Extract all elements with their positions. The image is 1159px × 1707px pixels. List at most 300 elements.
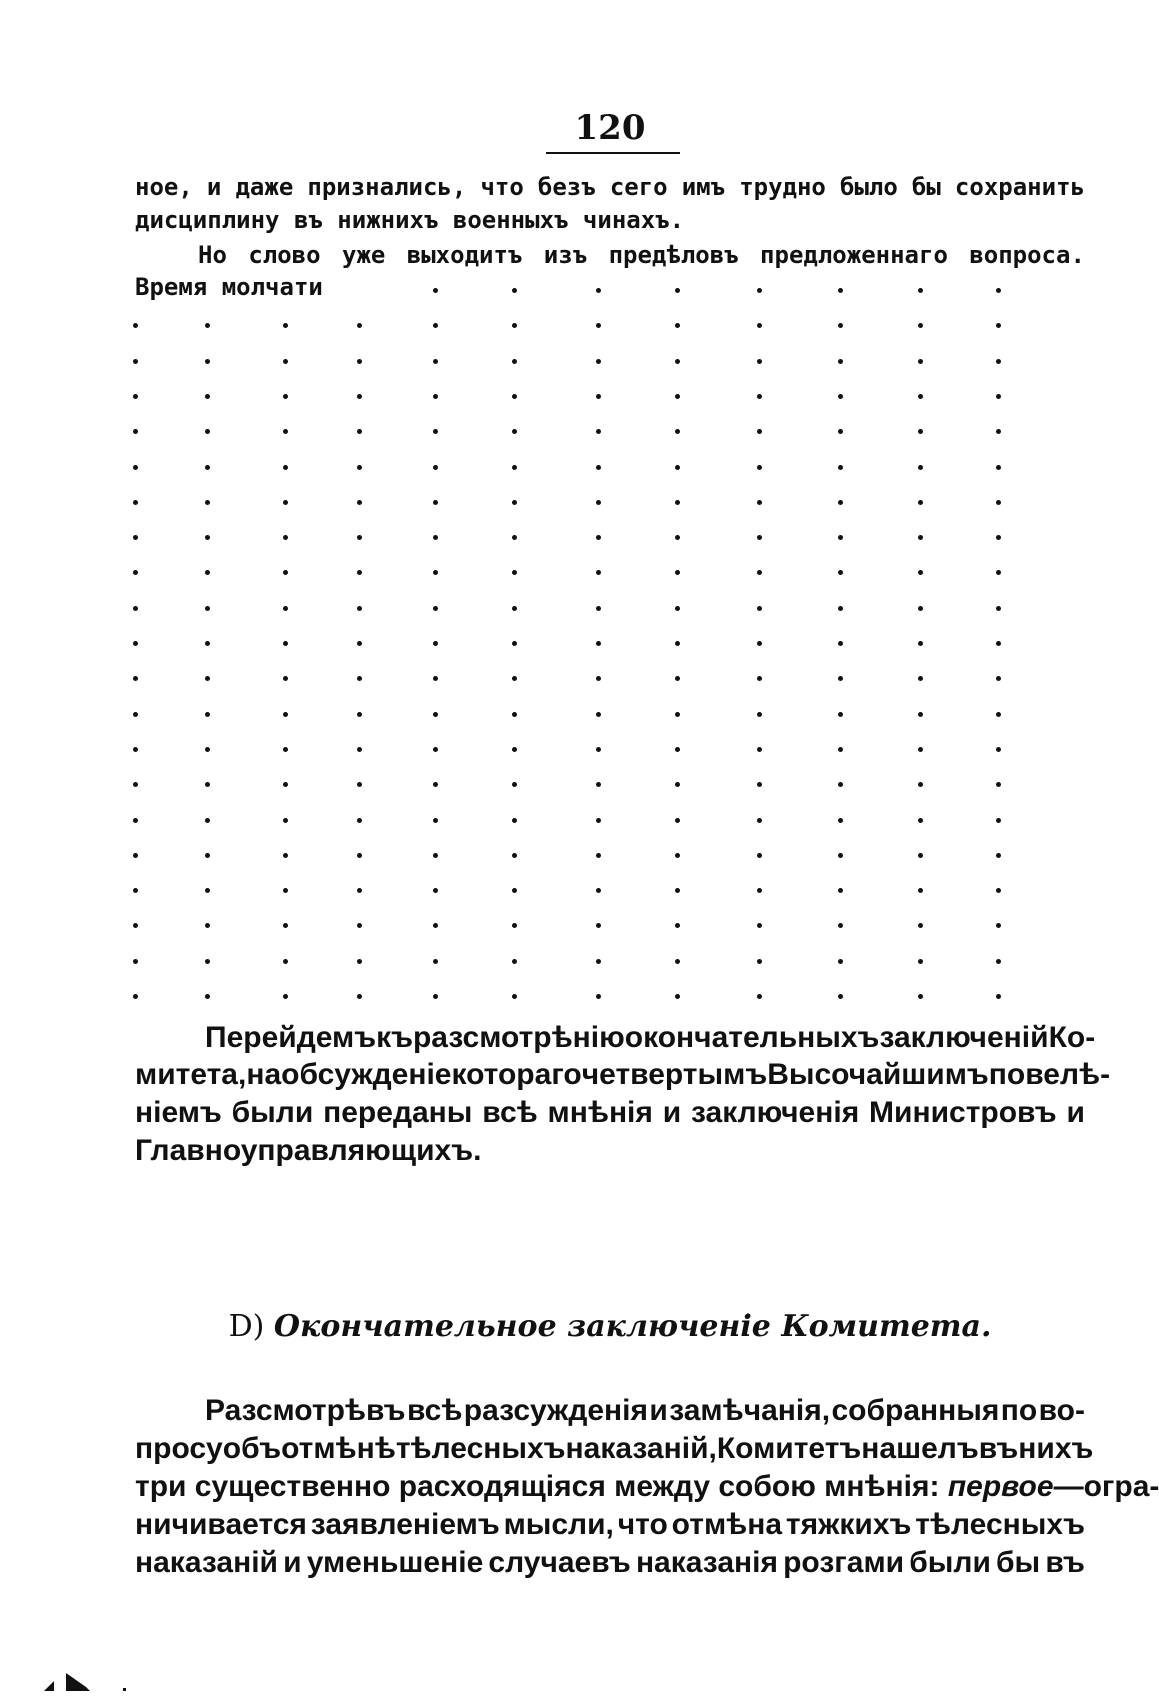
ellipsis-dot bbox=[757, 359, 762, 364]
word: даже bbox=[235, 173, 294, 201]
word: собранныя bbox=[831, 1394, 1000, 1427]
ellipsis-dot bbox=[918, 606, 923, 611]
ellipsis-dot bbox=[357, 994, 362, 999]
ellipsis-dot bbox=[838, 288, 843, 293]
ellipsis-dot bbox=[283, 959, 288, 964]
ellipsis-dot bbox=[675, 323, 680, 328]
ellipsis-dot bbox=[512, 923, 517, 928]
ellipsis-dot bbox=[357, 429, 362, 434]
ellipsis-dot bbox=[596, 923, 601, 928]
ellipsis-dot bbox=[512, 959, 517, 964]
ellipsis-dot bbox=[433, 500, 438, 505]
ellipsis-dot bbox=[596, 606, 601, 611]
ellipsis-dot bbox=[283, 535, 288, 540]
ellipsis-dot bbox=[133, 747, 138, 752]
ellipsis-dot bbox=[133, 606, 138, 611]
ellipsis-dot bbox=[757, 288, 762, 293]
ellipsis-dot bbox=[283, 994, 288, 999]
word: мысли, bbox=[503, 1508, 614, 1541]
ellipsis-dot bbox=[918, 818, 923, 823]
ellipsis-dot bbox=[433, 994, 438, 999]
word: и bbox=[662, 1096, 682, 1129]
ellipsis-dot bbox=[757, 323, 762, 328]
para3-line3 bbox=[135, 1095, 1085, 1131]
ellipsis-dot bbox=[596, 782, 601, 787]
word: признались, bbox=[307, 173, 467, 201]
ellipsis-dot bbox=[996, 676, 1001, 681]
ellipsis-dot bbox=[433, 570, 438, 575]
ellipsis-dot bbox=[357, 359, 362, 364]
ellipsis-dot bbox=[838, 923, 843, 928]
word: случаевъ bbox=[488, 1546, 631, 1579]
ellipsis-dot bbox=[918, 641, 923, 646]
para4-line3-start: три существенно расходящіяся между собою мнѣнія: bbox=[135, 1470, 948, 1503]
word: тяжкихъ bbox=[785, 1508, 912, 1541]
ellipsis-dot bbox=[357, 394, 362, 399]
ellipsis-dot bbox=[512, 853, 517, 858]
ellipsis-dot bbox=[757, 535, 762, 540]
ellipsis-dot bbox=[675, 606, 680, 611]
ellipsis-dot bbox=[838, 888, 843, 893]
ellipsis-dot bbox=[918, 288, 923, 293]
ellipsis-dot bbox=[205, 323, 210, 328]
ellipsis-dot bbox=[512, 359, 517, 364]
ellipsis-dot bbox=[433, 323, 438, 328]
para3-line4: Главноуправляющихъ. bbox=[135, 1134, 482, 1167]
ellipsis-dot bbox=[205, 923, 210, 928]
ellipsis-dot bbox=[433, 747, 438, 752]
ellipsis-dot bbox=[205, 394, 210, 399]
ellipsis-dot bbox=[133, 888, 138, 893]
ellipsis-dot bbox=[838, 747, 843, 752]
ellipsis-dot bbox=[357, 535, 362, 540]
ellipsis-dot bbox=[512, 465, 517, 470]
ellipsis-dot bbox=[283, 853, 288, 858]
ellipsis-dot bbox=[838, 359, 843, 364]
ellipsis-dot bbox=[133, 994, 138, 999]
ellipsis-dot bbox=[838, 959, 843, 964]
ellipsis-dot bbox=[596, 994, 601, 999]
ellipsis-dot bbox=[512, 394, 517, 399]
ellipsis-dot bbox=[433, 606, 438, 611]
ellipsis-dot bbox=[596, 394, 601, 399]
ellipsis-dot bbox=[918, 959, 923, 964]
para4-line3-italic: первое bbox=[947, 1470, 1054, 1503]
ellipsis-dot bbox=[918, 747, 923, 752]
para3-line1 bbox=[205, 1020, 1096, 1056]
ellipsis-dot bbox=[918, 923, 923, 928]
ellipsis-dot bbox=[133, 323, 138, 328]
ellipsis-dot bbox=[918, 429, 923, 434]
word: и bbox=[649, 1394, 668, 1427]
ellipsis-dot bbox=[838, 500, 843, 505]
ellipsis-dot bbox=[675, 888, 680, 893]
ellipsis-dot bbox=[205, 429, 210, 434]
ellipsis-dot bbox=[512, 429, 517, 434]
word: слово bbox=[248, 241, 321, 269]
ellipsis-dot bbox=[838, 429, 843, 434]
word: были bbox=[909, 1546, 991, 1579]
ellipsis-dot bbox=[205, 782, 210, 787]
ellipsis-dot bbox=[675, 994, 680, 999]
ellipsis-dot bbox=[757, 923, 762, 928]
ellipsis-dot bbox=[205, 712, 210, 717]
ellipsis-dot bbox=[283, 782, 288, 787]
ellipsis-dot bbox=[675, 818, 680, 823]
ellipsis-dot bbox=[675, 429, 680, 434]
ellipsis-dot bbox=[838, 535, 843, 540]
ellipsis-dot bbox=[596, 323, 601, 328]
ellipsis-dot bbox=[596, 747, 601, 752]
word: переданы bbox=[323, 1096, 473, 1129]
ellipsis-dot bbox=[757, 959, 762, 964]
ellipsis-dot bbox=[433, 394, 438, 399]
para2-line2: Время молчати bbox=[135, 273, 323, 301]
ellipsis-dot bbox=[757, 676, 762, 681]
ellipsis-dot bbox=[996, 359, 1001, 364]
para3-line2 bbox=[135, 1057, 1111, 1093]
ellipsis-dot bbox=[357, 923, 362, 928]
ellipsis-dot bbox=[512, 641, 517, 646]
ellipsis-dot bbox=[283, 888, 288, 893]
ellipsis-dot bbox=[918, 888, 923, 893]
ellipsis-dot bbox=[512, 782, 517, 787]
ellipsis-dot bbox=[283, 500, 288, 505]
ellipsis-dot bbox=[433, 359, 438, 364]
para4-line4 bbox=[135, 1507, 1085, 1543]
ellipsis-dot bbox=[675, 359, 680, 364]
ellipsis-dot bbox=[675, 712, 680, 717]
word: разсужденія bbox=[463, 1394, 649, 1427]
ellipsis-dot bbox=[757, 747, 762, 752]
ellipsis-dot bbox=[357, 818, 362, 823]
ellipsis-dot bbox=[996, 818, 1001, 823]
ellipsis-dot bbox=[918, 465, 923, 470]
ellipsis-dot bbox=[205, 570, 210, 575]
ellipsis-dot bbox=[357, 465, 362, 470]
ellipsis-dot bbox=[133, 500, 138, 505]
ellipsis-dot bbox=[512, 288, 517, 293]
ellipsis-dot bbox=[433, 465, 438, 470]
word: предѣловъ bbox=[608, 241, 739, 269]
ellipsis-dot bbox=[996, 747, 1001, 752]
ellipsis-dot bbox=[596, 641, 601, 646]
ellipsis-dot bbox=[512, 535, 517, 540]
section-title: Окончательное заключеніе Комитета. bbox=[273, 1309, 992, 1344]
ellipsis-dot bbox=[357, 323, 362, 328]
ellipsis-dot bbox=[205, 535, 210, 540]
ellipsis-dot bbox=[918, 535, 923, 540]
ellipsis-dot bbox=[357, 606, 362, 611]
ellipsis-dot bbox=[918, 712, 923, 717]
ellipsis-dot bbox=[596, 676, 601, 681]
word: изъ bbox=[543, 241, 588, 269]
ellipsis-dot bbox=[205, 959, 210, 964]
ellipsis-dot bbox=[838, 712, 843, 717]
para4-line5 bbox=[135, 1545, 1085, 1581]
ellipsis-dot bbox=[133, 641, 138, 646]
ellipsis-dot bbox=[838, 818, 843, 823]
ellipsis-dot bbox=[838, 676, 843, 681]
para4-line2 bbox=[135, 1431, 1094, 1467]
word: заявленіемъ bbox=[310, 1508, 500, 1541]
ellipsis-dot bbox=[283, 359, 288, 364]
ellipsis-dot bbox=[357, 747, 362, 752]
ellipsis-dot bbox=[838, 394, 843, 399]
ellipsis-dot bbox=[675, 570, 680, 575]
ellipsis-dot bbox=[283, 606, 288, 611]
ellipsis-dot bbox=[996, 465, 1001, 470]
word: предложеннаго bbox=[760, 241, 948, 269]
ellipsis-dot bbox=[283, 923, 288, 928]
ellipsis-dot bbox=[838, 641, 843, 646]
ellipsis-dot bbox=[433, 429, 438, 434]
ellipsis-dot bbox=[675, 782, 680, 787]
word: было bbox=[840, 173, 898, 201]
ellipsis-dot bbox=[133, 676, 138, 681]
ellipsis-dot bbox=[512, 676, 517, 681]
ellipsis-dot bbox=[996, 570, 1001, 575]
ellipsis-dot bbox=[133, 570, 138, 575]
word: уже bbox=[342, 241, 386, 269]
ellipsis-dot bbox=[133, 359, 138, 364]
word: отмѣна bbox=[671, 1508, 783, 1541]
ellipsis-dot bbox=[357, 570, 362, 575]
ellipsis-dot bbox=[357, 641, 362, 646]
ellipsis-dot bbox=[596, 288, 601, 293]
word: вопроса. bbox=[969, 241, 1085, 269]
ellipsis-dot bbox=[596, 818, 601, 823]
ellipsis-dot bbox=[675, 288, 680, 293]
ellipsis-dot bbox=[675, 923, 680, 928]
ellipsis-dot bbox=[596, 359, 601, 364]
word: выходитъ bbox=[406, 241, 523, 269]
word: всѣ bbox=[406, 1394, 463, 1427]
section-heading bbox=[135, 1308, 1085, 1346]
ellipsis-dot bbox=[205, 747, 210, 752]
ellipsis-dot bbox=[596, 535, 601, 540]
ellipsis-dot bbox=[596, 888, 601, 893]
ellipsis-dot bbox=[675, 500, 680, 505]
word: Комитетъ bbox=[716, 1432, 862, 1465]
ellipsis-dot bbox=[433, 959, 438, 964]
para4-line3-end: —огра- bbox=[1053, 1470, 1159, 1503]
ellipsis-dot bbox=[133, 535, 138, 540]
word: нашелъ bbox=[861, 1432, 979, 1465]
ellipsis-dot bbox=[996, 288, 1001, 293]
ellipsis-dot bbox=[838, 570, 843, 575]
ellipsis-dot bbox=[433, 535, 438, 540]
ellipsis-dot bbox=[996, 429, 1001, 434]
word: и bbox=[206, 173, 222, 201]
ellipsis-dot bbox=[283, 712, 288, 717]
ellipsis-dot bbox=[596, 712, 601, 717]
ellipsis-dot bbox=[433, 288, 438, 293]
ellipsis-dot bbox=[205, 888, 210, 893]
ellipsis-dot bbox=[838, 323, 843, 328]
ellipsis-dot bbox=[996, 394, 1001, 399]
ellipsis-dot bbox=[838, 606, 843, 611]
ellipsis-dot bbox=[512, 606, 517, 611]
ellipsis-dot bbox=[205, 676, 210, 681]
ellipsis-dot bbox=[512, 570, 517, 575]
ellipsis-dot bbox=[133, 853, 138, 858]
ellipsis-dot bbox=[433, 853, 438, 858]
ellipsis-dot bbox=[996, 712, 1001, 717]
ellipsis-dot bbox=[133, 959, 138, 964]
ellipsis-dot bbox=[357, 782, 362, 787]
word: заключенія bbox=[691, 1096, 860, 1129]
word: тѣлесныхъ bbox=[395, 1432, 566, 1465]
word: всѣ bbox=[482, 1096, 538, 1129]
word: бы bbox=[996, 1546, 1041, 1579]
word: на bbox=[246, 1058, 282, 1091]
ellipsis-dot bbox=[996, 923, 1001, 928]
ellipsis-dot bbox=[433, 888, 438, 893]
ellipsis-dot bbox=[205, 500, 210, 505]
ellipsis-dot bbox=[918, 782, 923, 787]
ellipsis-dot bbox=[996, 535, 1001, 540]
word: безъ bbox=[537, 173, 596, 201]
ellipsis-dot bbox=[596, 500, 601, 505]
ellipsis-dot bbox=[357, 888, 362, 893]
ellipsis-dot bbox=[596, 429, 601, 434]
ellipsis-dot bbox=[512, 323, 517, 328]
ellipsis-dot bbox=[675, 465, 680, 470]
ellipsis-dot bbox=[433, 676, 438, 681]
ellipsis-dot bbox=[283, 641, 288, 646]
word: по bbox=[1000, 1394, 1038, 1427]
ellipsis-dot bbox=[675, 747, 680, 752]
word: въ bbox=[1045, 1546, 1085, 1579]
word: ничивается bbox=[135, 1508, 307, 1541]
word: замѣчанія, bbox=[669, 1394, 831, 1427]
ellipsis-dot bbox=[675, 535, 680, 540]
ellipsis-dot bbox=[433, 923, 438, 928]
word: сего bbox=[609, 173, 668, 201]
page-number: 120 bbox=[574, 108, 646, 148]
ellipsis-dot bbox=[757, 429, 762, 434]
word: обсужденіе bbox=[281, 1058, 452, 1091]
ellipsis-dot bbox=[757, 570, 762, 575]
word: митета, bbox=[135, 1058, 247, 1091]
ellipsis-dot bbox=[205, 641, 210, 646]
para4-line1 bbox=[205, 1393, 1085, 1429]
word: Министровъ bbox=[869, 1096, 1057, 1129]
word: окончательныхъ bbox=[624, 1021, 880, 1054]
section-letter: D) bbox=[228, 1309, 265, 1344]
ellipsis-dot bbox=[512, 818, 517, 823]
ellipsis-dot bbox=[283, 747, 288, 752]
ellipsis-dot bbox=[996, 994, 1001, 999]
word: уменьшеніе bbox=[306, 1546, 484, 1579]
ellipsis-dot bbox=[918, 359, 923, 364]
ellipsis-dot bbox=[996, 888, 1001, 893]
word: повелѣ- bbox=[988, 1058, 1111, 1091]
word: Разсмотрѣвъ bbox=[205, 1394, 406, 1427]
word: котораго bbox=[451, 1058, 582, 1091]
ellipsis-dot bbox=[133, 394, 138, 399]
ellipsis-dot bbox=[675, 676, 680, 681]
ellipsis-dot bbox=[283, 429, 288, 434]
word: заключеній bbox=[879, 1021, 1049, 1054]
ellipsis-dot bbox=[357, 959, 362, 964]
ellipsis-dot bbox=[133, 429, 138, 434]
word: ное, bbox=[135, 173, 193, 201]
word: Перейдемъ bbox=[205, 1021, 377, 1054]
word: отмѣнѣ bbox=[281, 1432, 396, 1465]
ellipsis-dot bbox=[596, 853, 601, 858]
ellipsis-dot bbox=[918, 994, 923, 999]
ellipsis-dot bbox=[596, 570, 601, 575]
word: наказанія bbox=[635, 1546, 778, 1579]
word: наказаній bbox=[135, 1546, 278, 1579]
ellipsis-dot bbox=[433, 712, 438, 717]
ellipsis-dot bbox=[433, 818, 438, 823]
ellipsis-dot bbox=[283, 570, 288, 575]
ellipsis-dot bbox=[283, 394, 288, 399]
word: Ко- bbox=[1048, 1021, 1096, 1054]
ellipsis-dot bbox=[133, 712, 138, 717]
word: къ bbox=[376, 1021, 413, 1054]
ellipsis-dot bbox=[838, 994, 843, 999]
ellipsis-dot bbox=[757, 606, 762, 611]
ellipsis-dot bbox=[757, 641, 762, 646]
ellipsis-dot bbox=[675, 394, 680, 399]
para4-line3 bbox=[135, 1469, 1159, 1505]
ellipsis-dot bbox=[918, 570, 923, 575]
ellipsis-dot bbox=[512, 747, 517, 752]
ellipsis-dot bbox=[512, 712, 517, 717]
ellipsis-dot bbox=[357, 676, 362, 681]
ellipsis-dot bbox=[357, 853, 362, 858]
ellipsis-dot bbox=[838, 465, 843, 470]
ellipsis-dot bbox=[512, 888, 517, 893]
ellipsis-dot bbox=[596, 465, 601, 470]
ellipsis-dot bbox=[996, 782, 1001, 787]
word: что bbox=[617, 1508, 668, 1541]
ellipsis-dot bbox=[996, 853, 1001, 858]
ellipsis-dot bbox=[205, 853, 210, 858]
ellipsis-dot bbox=[757, 500, 762, 505]
ellipsis-dot bbox=[433, 782, 438, 787]
word: разсмотрѣнію bbox=[412, 1021, 625, 1054]
ellipsis-dot bbox=[675, 853, 680, 858]
word: Высочайшимъ bbox=[767, 1058, 989, 1091]
ellipsis-dot bbox=[283, 323, 288, 328]
ellipsis-dot bbox=[757, 465, 762, 470]
ellipsis-dot bbox=[675, 641, 680, 646]
ellipsis-dot bbox=[996, 606, 1001, 611]
ellipsis-dot bbox=[996, 641, 1001, 646]
ellipsis-dot bbox=[996, 500, 1001, 505]
ellipsis-dot bbox=[205, 818, 210, 823]
printer-mark-icon bbox=[30, 1655, 130, 1695]
ellipsis-dot bbox=[757, 818, 762, 823]
ellipsis-dot bbox=[996, 959, 1001, 964]
ellipsis-dot bbox=[918, 676, 923, 681]
ellipsis-dot bbox=[757, 853, 762, 858]
word: розгами bbox=[783, 1546, 905, 1579]
ellipsis-dot bbox=[205, 359, 210, 364]
ellipsis-dot bbox=[675, 959, 680, 964]
ellipsis-dot bbox=[918, 394, 923, 399]
ellipsis-dot bbox=[133, 818, 138, 823]
ellipsis-dot bbox=[283, 818, 288, 823]
ellipsis-dot bbox=[205, 994, 210, 999]
ellipsis-dot bbox=[283, 465, 288, 470]
ellipsis-dot bbox=[357, 712, 362, 717]
